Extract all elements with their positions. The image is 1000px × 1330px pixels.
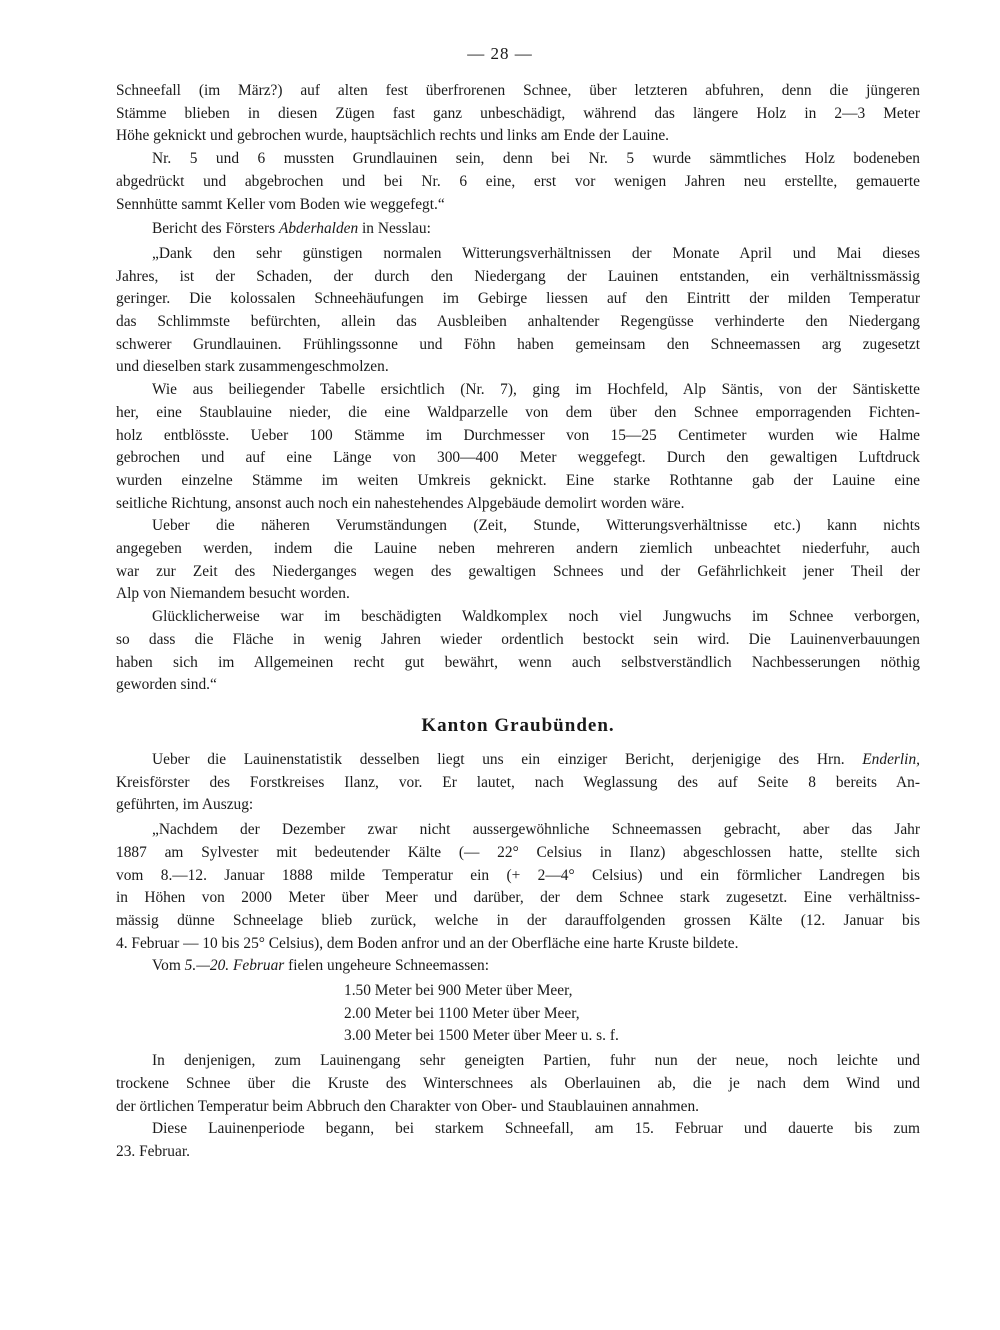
text-line: [116, 749, 920, 772]
text-line: mässig dünne Schneelage blieb zurück, welche in der darauffolgenden grossen Kälte (12. Januar bis: [116, 911, 920, 929]
text-line: geführten, im Auszug:: [116, 796, 254, 814]
paragraph-4: [116, 243, 920, 379]
text-line: Glücklicherweise war im beschädigten Waldkomplex noch viel Jungwuchs im Schnee verborgen,: [152, 608, 920, 626]
text-line: Wie aus beiliegender Tabelle ersichtlich (Nr. 7), ging im Hochfeld, Alp Säntis, von der Säntiskette: [152, 381, 920, 399]
paragraph-6: [116, 515, 920, 606]
page-number: — 28 —: [467, 44, 533, 63]
text-line: Schneefall (im März?) auf alten fest überfrorenen Schnee, über letzteren abfuhren, denn die jüngeren: [116, 82, 920, 99]
list-item: 3.00 Meter bei 1500 Meter über Meer u. s. f.: [344, 1027, 619, 1045]
text-line: Nr. 5 und 6 mussten Grundlauinen sein, denn bei Nr. 5 wurde sämmtliches Holz bodeneben: [152, 150, 920, 168]
text-line: Ueber die näheren Verumständungen (Zeit, Stunde, Witterungsverhältnisse etc.) kann nichts: [152, 517, 920, 535]
text-line: 1887 am Sylvester mit bedeutender Kälte (— 22° Celsius in Ilanz) abgeschlossen hatte, stellte sich: [116, 843, 920, 861]
list-item: 1.50 Meter bei 900 Meter über Meer,: [344, 982, 573, 1000]
text-line: in Höhen von 2000 Meter über Meer und darüber, der dem Schnee stark zugesetzt. Eine verhältniss-: [116, 889, 920, 907]
report-intro: Bericht des Försters: [152, 220, 279, 238]
text-segment: fielen ungeheure Schneemassen:: [284, 957, 489, 975]
text-line: Sennhütte sammt Keller vom Boden wie weggefegt.“: [116, 195, 445, 213]
text-line: her, eine Staublauine nieder, die eine Waldparzelle von dem über den Schnee emporragenden Fichten-: [116, 403, 920, 421]
paragraph-5: [116, 379, 920, 515]
snow-measurements-list: [344, 980, 920, 1048]
text-line: war zur Zeit des Niederganges wegen des gewaltigen Schnees und der Gefährlichkeit jener Theil der: [116, 562, 920, 580]
text-line: angegeben werden, indem die Lauine neben mehreren andern ziemlich unbeachtet niederfuhr, auch: [116, 540, 920, 558]
text-line: das Schlimmste befürchten, allein das Ausbleiben anhaltender Regengüsse verhinderte den Niedergang: [116, 313, 920, 331]
text-line: 4. Februar — 10 bis 25° Celsius), dem Boden anfror und an der Oberfläche eine harte Kruste bildete.: [116, 934, 739, 952]
text-line: Höhe geknickt und gebrochen wurde, hauptsächlich rechts und links am Ende der Lauine.: [116, 127, 670, 145]
paragraph-8: [116, 749, 920, 817]
paragraph-9: [116, 819, 920, 955]
text-line: Stämme blieben in diesen Zügen fast ganz unbeschädigt, während das längere Holz in 2—3 Meter: [116, 104, 920, 122]
body-text: [116, 80, 920, 1164]
section-heading: Kanton Graubünden.: [421, 714, 615, 736]
text-line: abgedrückt und abgebrochen und bei Nr. 6 eine, erst vor wenigen Jahren neu erstellte, gemauerte: [116, 172, 920, 190]
text-line: Kreisförster des Forstkreises Ilanz, vor. Er lautet, nach Weglassung des auf Seite 8 bereits An-: [116, 773, 920, 791]
text-line: der örtlichen Temperatur beim Abbruch den Charakter von Ober- und Staublauinen annahmen.: [116, 1097, 699, 1115]
text-segment: Vom: [152, 957, 185, 975]
text-line: schwerer Grundlauinen. Frühlingssonne und Föhn haben gemeinsam den Schneemassen arg zugesetzt: [116, 335, 920, 353]
text-line: geworden sind.“: [116, 676, 217, 694]
text-segment: Ueber die Lauinenstatistik desselben liegt uns ein einziger Bericht, derjenigige des Hrn.: [152, 750, 863, 768]
list-item: 2.00 Meter bei 1100 Meter über Meer,: [344, 1004, 580, 1022]
forester-name: Enderlin,: [862, 750, 920, 768]
text-line: holz entblösste. Ueber 100 Stämme im Durchmesser von 15—25 Centimeter wurden wie Halme: [116, 426, 920, 444]
paragraph-10: [116, 955, 920, 978]
text-line: und dieselben stark zusammengeschmolzen.: [116, 358, 389, 376]
text-line: Alp von Niemandem besucht worden.: [116, 585, 350, 603]
text-line: Diese Lauinenperiode begann, bei starkem Schneefall, am 15. Februar und dauerte bis zum: [152, 1120, 920, 1138]
text-line: trockene Schnee über die Kruste des Winterschnees als Oberlauinen ab, die je nach dem Wind und: [116, 1074, 920, 1092]
text-line: 23. Februar.: [116, 1142, 190, 1160]
text-line: Jahres, ist der Schaden, der durch den Niedergang der Lauinen entstanden, ein verhältnissmässig: [116, 267, 920, 285]
date-range: 5.—20. Februar: [184, 957, 285, 975]
text-line: wurden einzelne Stämme im weiten Umkreis geknickt. Eine starke Rothtanne gab der Lauine eine: [116, 471, 920, 489]
forester-name: Abderhalden: [278, 220, 359, 238]
text-line: „Nachdem der Dezember zwar nicht aussergewöhnliche Schneemassen gebracht, aber das Jahr: [152, 821, 920, 839]
paragraph-7: [116, 606, 920, 697]
paragraph-12: [116, 1118, 920, 1163]
text-line: so dass die Fläche in wenig Jahren wieder ordentlich bestockt sein wird. Die Lauinenverbauungen: [116, 630, 920, 648]
paragraph-2: [116, 148, 920, 216]
text-line: gebrochen und auf eine Länge von 300—400 Meter weggefegt. Durch den gewaltigen Luftdruck: [116, 449, 920, 467]
paragraph-3: [116, 218, 920, 241]
paragraph-1: [116, 80, 920, 148]
text-line: vom 8.—12. Januar 1888 milde Temperatur ein (+ 2—4° Celsius) und ein förmlicher Landregen bis: [116, 866, 920, 884]
text-line: In denjenigen, zum Lauinengang sehr geneigten Partien, fuhr nun der neue, noch leichte und: [152, 1052, 920, 1070]
report-location: in Nesslau:: [358, 220, 431, 238]
text-line: seitliche Richtung, ansonst auch noch ein nahestehendes Alpgebäude demolirt worden wäre.: [116, 494, 685, 512]
text-line: „Dank den sehr günstigen normalen Witterungsverhältnissen der Monate April und Mai dieses: [152, 244, 920, 262]
text-line: haben sich im Allgemeinen recht gut bewährt, wenn auch selbstverständlich Nachbesserungen nöthig: [116, 653, 920, 671]
paragraph-11: [116, 1050, 920, 1118]
text-line: geringer. Die kolossalen Schneehäufungen im Gebirge liessen auf den Eintritt der milden Temperatur: [116, 290, 920, 308]
